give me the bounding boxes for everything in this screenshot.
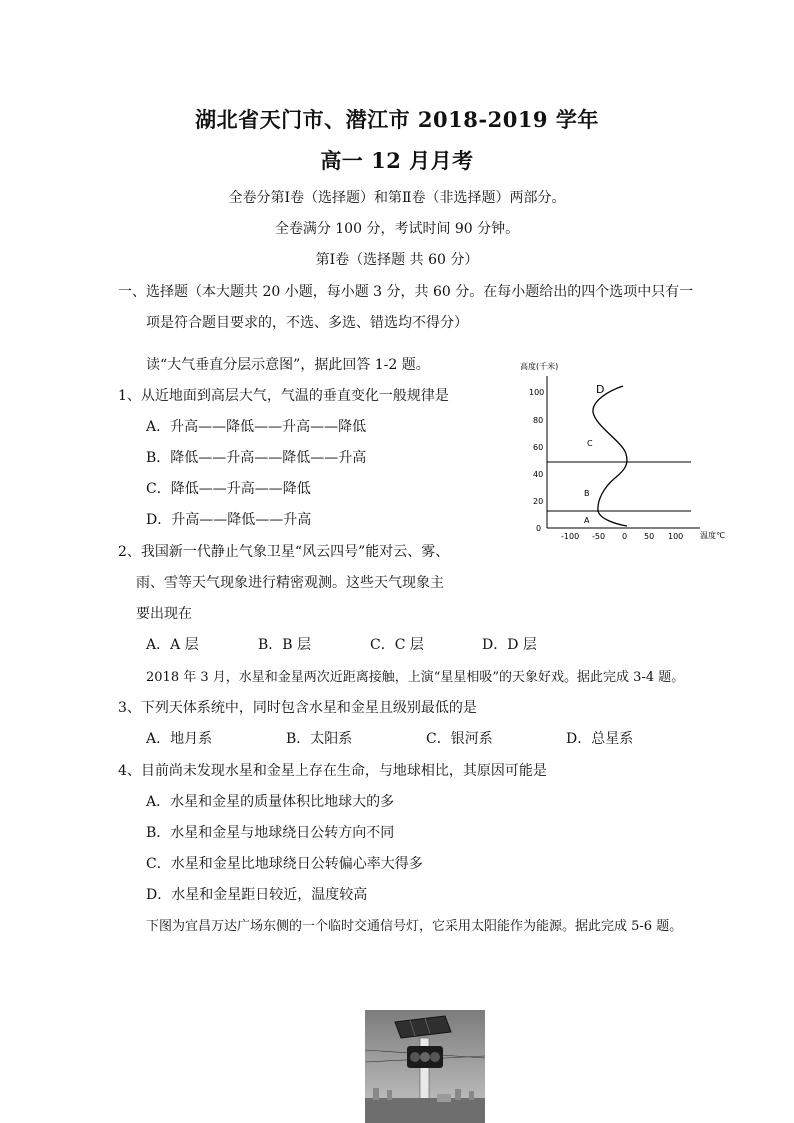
q2-stem-2: 雨、雪等天气现象进行精密观测。这些天气现象主 xyxy=(136,575,444,591)
q1-option-b: B．降低——升高——降低——升高 xyxy=(146,450,367,466)
q4-option-b: B．水星和金星与地球绕日公转方向不同 xyxy=(146,825,395,841)
x-tick-0: 0 xyxy=(622,532,628,541)
y-tick-100: 100 xyxy=(529,388,545,397)
y-tick-40: 40 xyxy=(533,470,544,479)
q3-option-c: C．银河系 xyxy=(426,731,493,747)
intro-q3-4: 2018 年 3 月，水星和金星两次近距离接触，上演“星星相吸”的天象好戏。据此完成 3-4 题。 xyxy=(146,670,685,685)
title-line2: 高一 12 月月考 xyxy=(320,148,474,173)
q1-stem: 1、从近地面到高层大气，气温的垂直变化一般规律是 xyxy=(118,388,449,404)
q4-option-c: C．水星和金星比地球绕日公转偏心率大得多 xyxy=(146,856,423,872)
q1-option-a: A．升高——降低——升高——降低 xyxy=(146,419,367,435)
intro-q5-6: 下图为宜昌万达广场东侧的一个临时交通信号灯，它采用太阳能作为能源。据此完成 5-6 题。 xyxy=(146,919,683,934)
x-tick-100: 100 xyxy=(668,532,684,541)
q1-option-c: C．降低——升高——降低 xyxy=(146,481,311,497)
layer-label-c: C xyxy=(587,439,593,448)
y-tick-80: 80 xyxy=(533,416,544,425)
q2-stem-3: 要出现在 xyxy=(136,606,192,622)
q2-option-b: B．B 层 xyxy=(258,637,312,653)
temperature-curve xyxy=(593,386,627,526)
q2-stem-1: 2、我国新一代静止气象卫星“风云四号”能对云、雾、 xyxy=(118,544,450,560)
q3-option-a: A．地月系 xyxy=(146,731,213,747)
x-tick-neg100: -100 xyxy=(561,532,580,541)
q2-option-a: A．A 层 xyxy=(146,637,199,653)
q3-option-d: D．总星系 xyxy=(566,731,634,747)
intro-q1-2: 读“大气垂直分层示意图”，据此回答 1-2 题。 xyxy=(146,357,430,373)
q3-stem: 3、下列天体系统中，同时包含水星和金星且级别最低的是 xyxy=(118,700,477,716)
x-axis-label: 温度℃ xyxy=(700,531,725,540)
q4-option-d: D．水星和金星距日较近，温度较高 xyxy=(146,887,368,903)
y-tick-0: 0 xyxy=(536,524,542,533)
part1-line2: 项是符合题目要求的，不选、多选、错选均不得分） xyxy=(146,315,468,331)
y-tick-60: 60 xyxy=(533,443,544,452)
part1-line1: 一、选择题（本大题共 20 小题，每小题 3 分，共 60 分。在每小题给出的四个选项中只有一 xyxy=(118,284,694,300)
intro-parts: 全卷分第Ⅰ卷（选择题）和第Ⅱ卷（非选择题）两部分。 xyxy=(228,190,566,206)
traffic-light-photo xyxy=(365,1010,485,1123)
layer-label-a: A xyxy=(584,516,590,525)
x-tick-50: 50 xyxy=(644,532,655,541)
layer-label-b: B xyxy=(584,489,590,498)
q2-option-d: D．D 层 xyxy=(482,637,537,653)
q3-option-b: B．太阳系 xyxy=(286,731,353,747)
q1-option-d: D．升高——降低——升高 xyxy=(146,512,312,528)
intro-score: 全卷满分 100 分，考试时间 90 分钟。 xyxy=(274,221,520,237)
q4-stem: 4、目前尚未发现水星和金星上存在生命，与地球相比，其原因可能是 xyxy=(118,763,547,779)
x-tick-neg50: -50 xyxy=(592,532,606,541)
y-axis-label: 高度(千米) xyxy=(520,362,559,371)
q2-option-c: C．C 层 xyxy=(370,637,424,653)
y-tick-20: 20 xyxy=(533,497,544,506)
q4-option-a: A．水星和金星的质量体积比地球大的多 xyxy=(146,794,395,810)
layer-label-d: D xyxy=(596,383,605,396)
section-heading: 第Ⅰ卷（选择题 共 60 分） xyxy=(315,252,479,268)
title-line1: 湖北省天门市、潜江市 2018-2019 学年 xyxy=(195,107,599,132)
atmosphere-layers-diagram xyxy=(505,356,740,546)
